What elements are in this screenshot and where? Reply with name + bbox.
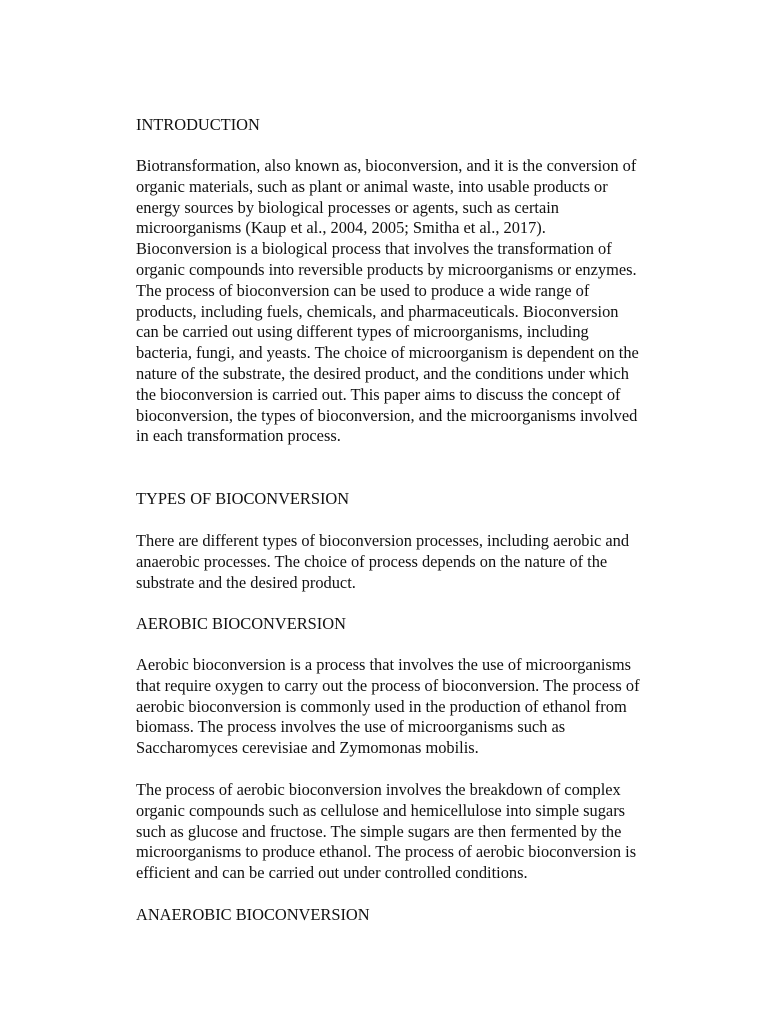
text-line: bioconversion, the types of bioconversion, and the microorganisms involved bbox=[136, 405, 638, 425]
text-line: in each transformation process. bbox=[136, 426, 341, 446]
anaerobic-bioconversion-heading: ANAEROBIC BIOCONVERSION bbox=[136, 905, 370, 924]
aerobic-paragraph-1 bbox=[136, 655, 681, 759]
text-line: organic compounds into reversible products by microorganisms or enzymes. bbox=[136, 259, 637, 279]
text-line: efficient and can be carried out under controlled conditions. bbox=[136, 863, 528, 883]
text-line: Bioconversion is a biological process that involves the transformation of bbox=[136, 239, 612, 259]
text-line: substrate and the desired product. bbox=[136, 572, 356, 592]
aerobic-bioconversion-heading: AEROBIC BIOCONVERSION bbox=[136, 614, 346, 633]
introduction-heading: INTRODUCTION bbox=[136, 115, 260, 134]
text-line: nature of the substrate, the desired product, and the conditions under which bbox=[136, 363, 629, 383]
text-line: microorganisms to produce ethanol. The process of aerobic bioconversion is bbox=[136, 842, 637, 862]
text-line: bacteria, fungi, and yeasts. The choice of microorganism is dependent on the bbox=[136, 343, 639, 363]
text-line: products, including fuels, chemicals, and pharmaceuticals. Bioconversion bbox=[136, 301, 619, 321]
text-line: the bioconversion is carried out. This paper aims to discuss the concept of bbox=[136, 384, 621, 404]
introduction-paragraph bbox=[136, 156, 681, 447]
text-line: The process of bioconversion can be used to produce a wide range of bbox=[136, 280, 590, 300]
text-line: organic materials, such as plant or animal waste, into usable products or bbox=[136, 176, 608, 196]
text-line: Aerobic bioconversion is a process that involves the use of microorganisms bbox=[136, 655, 631, 674]
text-line: can be carried out using different types of microorganisms, including bbox=[136, 322, 589, 342]
types-paragraph bbox=[136, 531, 681, 593]
text-line: There are different types of bioconversion processes, including aerobic and bbox=[136, 531, 630, 550]
aerobic-paragraph-2 bbox=[136, 780, 681, 884]
types-of-bioconversion-heading: TYPES OF BIOCONVERSION bbox=[136, 489, 350, 508]
text-line: aerobic bioconversion is commonly used in the production of ethanol from bbox=[136, 696, 627, 716]
text-line: microorganisms (Kaup et al., 2004, 2005; Smitha et al., 2017). bbox=[136, 218, 546, 238]
text-line: organic compounds such as cellulose and hemicellulose into simple sugars bbox=[136, 800, 626, 820]
text-line: such as glucose and fructose. The simple sugars are then fermented by the bbox=[136, 821, 622, 841]
text-line: that require oxygen to carry out the process of bioconversion. The process of bbox=[136, 675, 640, 695]
text-line: Biotransformation, also known as, bioconversion, and it is the conversion of bbox=[136, 156, 637, 175]
text-line: biomass. The process involves the use of microorganisms such as bbox=[136, 717, 566, 737]
text-line: The process of aerobic bioconversion involves the breakdown of complex bbox=[136, 780, 621, 799]
text-line: energy sources by biological processes or agents, such as certain bbox=[136, 197, 559, 217]
text-line: anaerobic processes. The choice of process depends on the nature of the bbox=[136, 551, 608, 571]
text-line: Saccharomyces cerevisiae and Zymomonas mobilis. bbox=[136, 738, 479, 758]
